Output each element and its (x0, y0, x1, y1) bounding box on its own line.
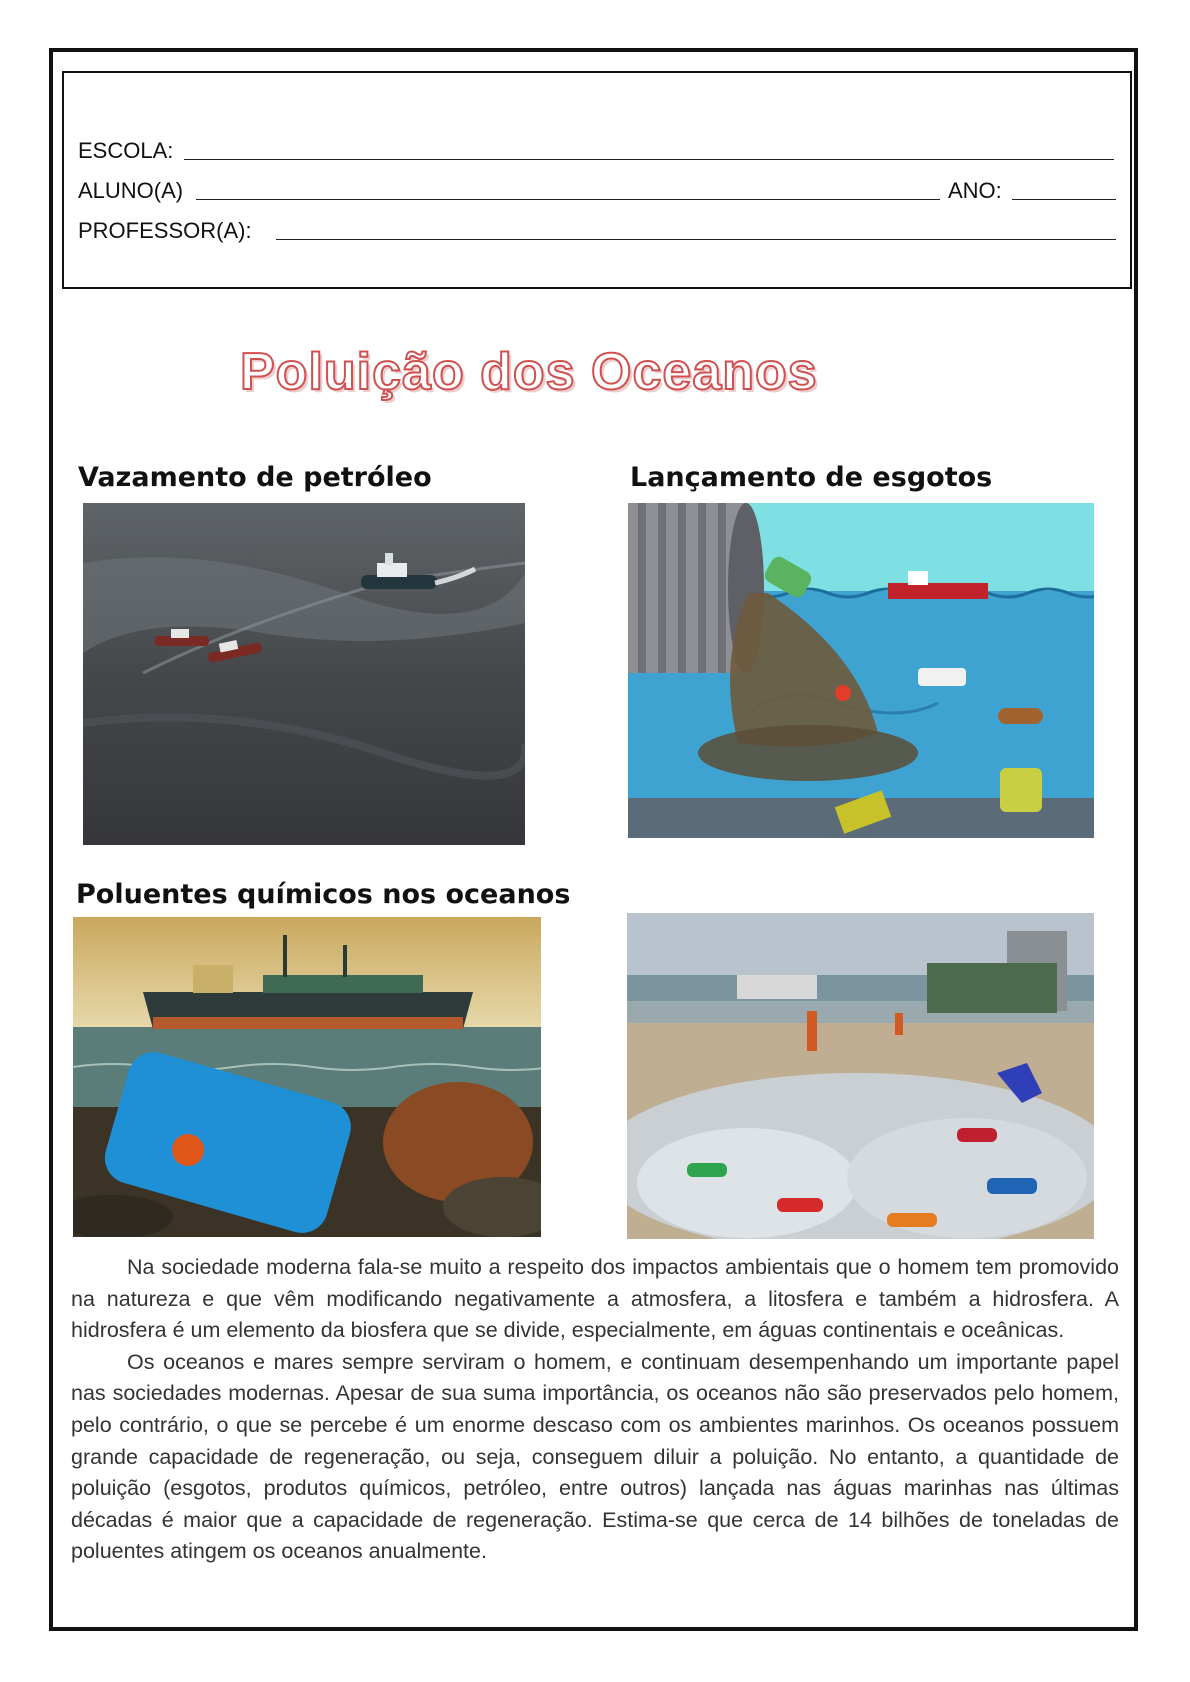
paragraph-2: Os oceanos e mares sempre serviram o homem, e continuam desempenhando um importante papel nas sociedades modernas. Apesar de sua suma importância, os oceanos não são preservados pelo homem, pelo contrário, o que se percebe é um enorme descaso com os ambientes marinhos. Os oceanos possuem grande capacidade de regeneração, ou seja, conseguem diluir a poluição. No entanto, a quantidade de poluição (esgotos, produtos químicos, petróleo, entre outros) lançada nas águas marinhas nas últimas décadas é maior que a capacidade de regeneração. Estima-se que cerca de 14 bilhões de toneladas de poluentes atingem os oceanos anualmente. (71, 1349, 1119, 1564)
student-field-line[interactable] (196, 199, 940, 200)
caption-chemicals: Poluentes químicos nos oceanos (76, 879, 571, 910)
student-label: ALUNO(A) (78, 178, 184, 203)
school-label: ESCOLA: (78, 138, 174, 163)
caption-sewage: Lançamento de esgotos (630, 462, 993, 493)
paragraph-1: Na sociedade moderna fala-se muito a respeito dos impactos ambientais que o homem tem promovido na natureza e que vêm modificando negativamente a atmosfera, a litosfera e também a hidrosfera. A hidrosfera é um elemento da biosfera que se divide, especialmente, em águas continentais e oceânicas. (71, 1255, 1119, 1343)
student-info-box (62, 71, 1132, 289)
oil-spill-photo (83, 503, 525, 845)
sewage-pipe-illustration (628, 503, 1094, 838)
plastic-beach-photo (627, 913, 1094, 1239)
chemical-drum-ship-photo (73, 917, 541, 1237)
year-label: ANO: (948, 178, 1002, 203)
page-title: Poluição dos Oceanos (240, 343, 818, 401)
teacher-field-line[interactable] (276, 239, 1116, 240)
caption-oil-spill: Vazamento de petróleo (78, 462, 432, 493)
year-field-line[interactable] (1012, 199, 1116, 200)
teacher-label: PROFESSOR(A): (78, 218, 252, 243)
school-field-line[interactable] (184, 159, 1114, 160)
article-body (71, 1252, 1119, 1568)
